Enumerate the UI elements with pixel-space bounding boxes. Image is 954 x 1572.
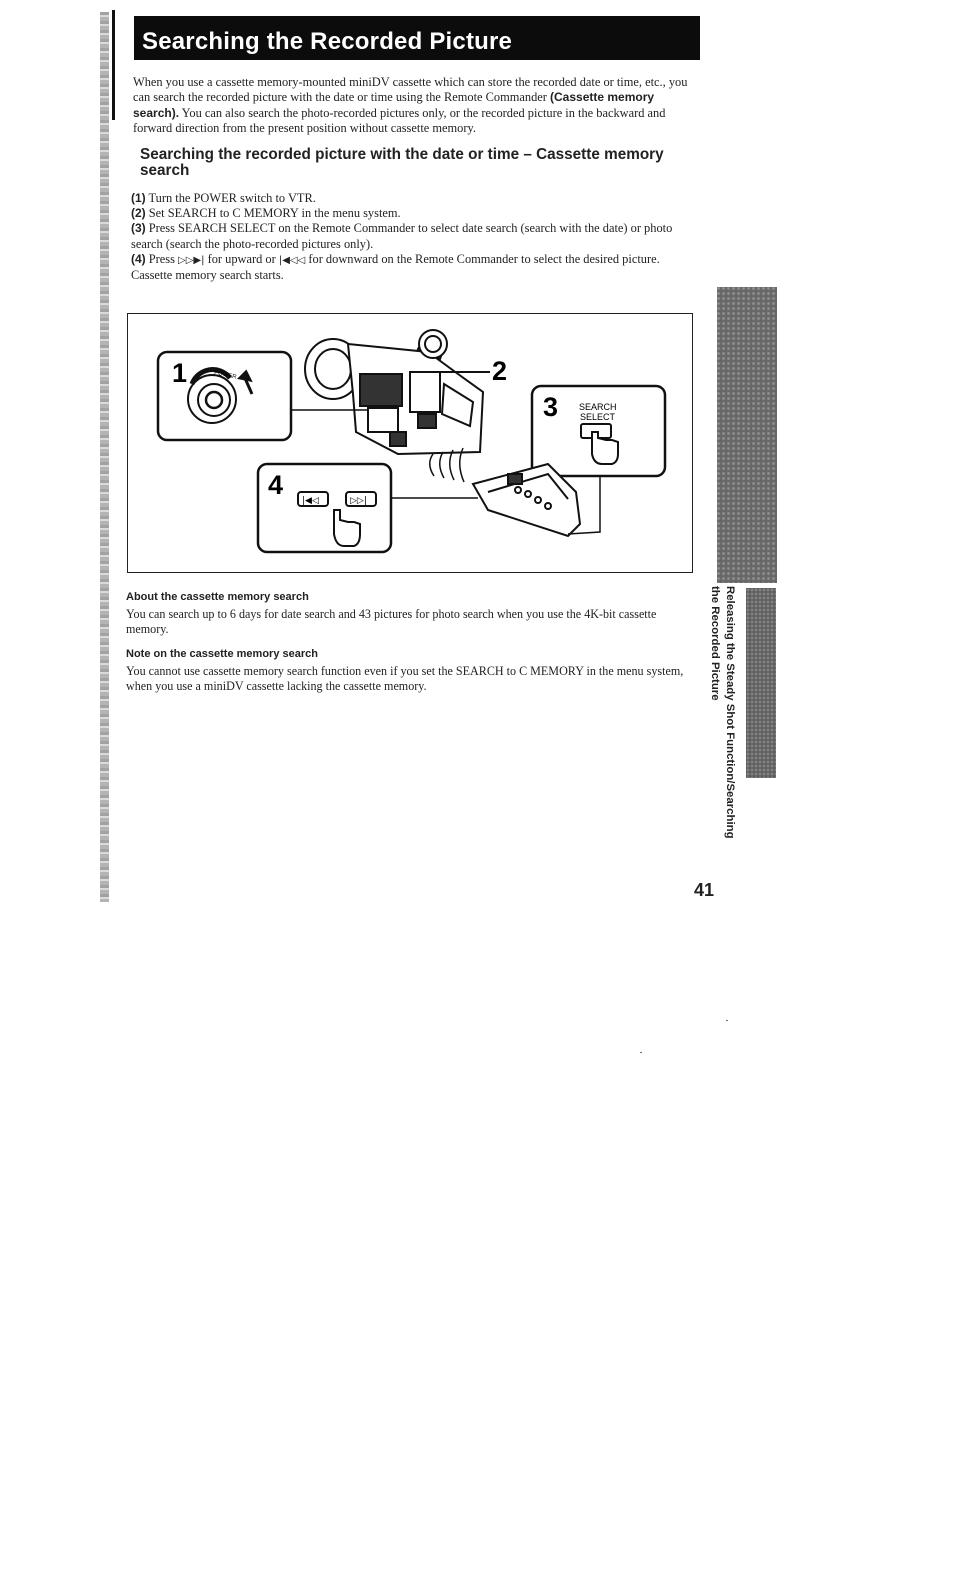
section-thumb-tab xyxy=(717,287,777,583)
step-text-b: for upward or xyxy=(204,251,279,266)
note-heading: Note on the cassette memory search xyxy=(126,648,318,660)
scan-binding-edge xyxy=(100,12,109,902)
search-select-label-2: SELECT xyxy=(580,412,616,422)
scan-speck xyxy=(726,1020,728,1021)
intro-text-2: You can also search the photo-recorded pictures only, or the recorded picture in the backward and forward direction from the present position without cassette memory. xyxy=(133,105,666,135)
step-2 xyxy=(131,206,703,221)
steps-note: Cassette memory search starts. xyxy=(131,268,284,283)
step-text: Press SEARCH SELECT on the Remote Commander to select date search (search with the date) or photo search (search the photo-recorded pictures only). xyxy=(131,221,673,251)
backward-search-icon: |◀◁◁ xyxy=(278,254,306,266)
step-number: (4) xyxy=(131,251,146,266)
step-number: (3) xyxy=(131,221,146,236)
intro-paragraph xyxy=(133,75,701,136)
step-1 xyxy=(131,191,703,206)
camcorder-icon xyxy=(305,330,483,454)
page-title: Searching the Recorded Picture xyxy=(134,16,700,60)
note-paragraph: You cannot use cassette memory search function even if you set the SEARCH to C MEMORY in the menu system, when you use a miniDV cassette lacking the cassette memory. xyxy=(126,664,684,693)
step-3 xyxy=(131,221,703,251)
callout-1-number: 1 xyxy=(172,358,188,388)
side-chapter-label xyxy=(697,586,737,846)
side-label-line-2: the Recorded Picture xyxy=(709,586,721,701)
steps-list xyxy=(131,191,703,283)
intro-bold-term: (Cassette memory search). xyxy=(133,90,655,120)
callout-3-number: 3 xyxy=(543,392,559,422)
about-paragraph: You can search up to 6 days for date search and 43 pictures for photo search when you use the 4K-bit cassette memory. xyxy=(126,607,657,636)
step-number: (1) xyxy=(131,191,146,205)
section-heading: Searching the recorded picture with the date or time – Cassette memory search xyxy=(140,146,664,179)
step-4 xyxy=(131,252,703,268)
callout-2-number: 2 xyxy=(492,356,508,386)
search-select-label-1: SEARCH xyxy=(579,402,617,412)
page-number: 41 xyxy=(694,880,715,900)
forward-button-glyph: ▷▷| xyxy=(350,496,367,506)
scan-speck xyxy=(640,1052,642,1053)
intro-text-1: When you use a cassette memory-mounted miniDV cassette which can store the recorded date or time, etc., you can search the recorded picture with the date or time using the Remote Commander xyxy=(133,75,688,105)
step-text: Set SEARCH to C MEMORY in the menu system. xyxy=(148,206,401,221)
step-text: Turn the POWER switch to VTR. xyxy=(148,191,316,205)
illustration-figure xyxy=(127,313,693,573)
side-label-line-1: Releasing the Steady Shot Function/Searching xyxy=(724,586,736,839)
backward-button-glyph: |◀◁ xyxy=(302,496,319,506)
scan-binding-mark xyxy=(112,10,115,120)
step-number: (2) xyxy=(131,206,146,221)
section-thumb-tab-lower xyxy=(746,588,776,778)
forward-search-icon: ▷▷▶| xyxy=(178,254,205,266)
power-label: POWER xyxy=(213,370,238,381)
about-heading: About the cassette memory search xyxy=(126,591,309,603)
callout-4-number: 4 xyxy=(268,470,284,500)
step-text-a: Press xyxy=(148,251,179,266)
step-text-c: for downward on the Remote Commander to select the desired picture. xyxy=(305,251,660,266)
camcorder-remote-illustration xyxy=(128,314,691,571)
